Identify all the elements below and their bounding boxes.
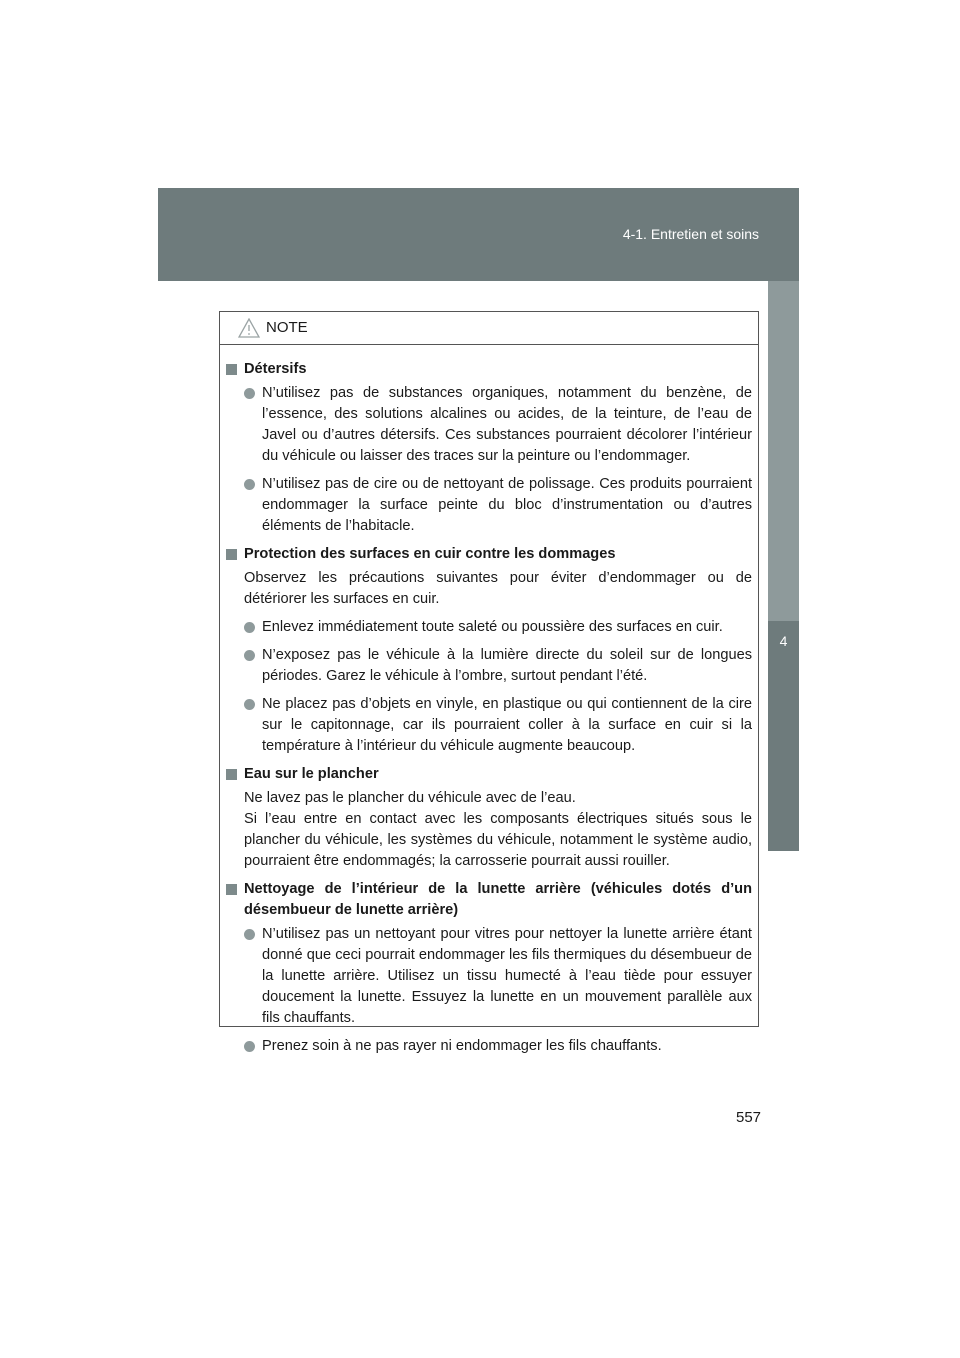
bullet-icon bbox=[244, 622, 255, 633]
chapter-number: 4 bbox=[779, 633, 788, 649]
bullet-icon bbox=[244, 699, 255, 710]
list-item: Ne placez pas d’objets en vinyle, en plastique ou qui contiennent de la cire sur le capitonnage, car ils pourraient coller à la surface en cuir si la température à l’intérieur du véhicule augmente beaucoup. bbox=[226, 694, 752, 757]
paragraph: Observez les précautions suivantes pour éviter d’endommager ou de détériorer les surfaces en cuir. bbox=[244, 570, 752, 607]
chapter-side-tab bbox=[768, 281, 799, 1052]
list-item: Prenez soin à ne pas rayer ni endommager les fils chauffants. bbox=[226, 1036, 752, 1057]
side-tab-highlight bbox=[768, 281, 799, 621]
list-item: N’utilisez pas un nettoyant pour vitres pour nettoyer la lunette arrière étant donné que ceci pourrait endommager les fils thermiques du désembueur de la lunette arrière. Utilisez un tissu humecté à l’eau tiède pour essuyer doucement la lunette. Essuyez la lunette en un mouvement parallèle aux fils chauffants. bbox=[226, 924, 752, 1029]
note-header bbox=[220, 312, 758, 345]
note-body bbox=[220, 345, 758, 1057]
chapter-label: Entretien et soins bbox=[776, 950, 792, 1052]
warning-triangle-icon bbox=[238, 318, 260, 338]
note-box bbox=[219, 311, 759, 1054]
paragraph: Ne lavez pas le plancher du véhicule avec de l’eau. bbox=[244, 790, 576, 806]
section-heading: Détersifs bbox=[226, 359, 752, 380]
bullet-icon bbox=[244, 1041, 255, 1052]
header-band bbox=[158, 188, 799, 281]
list-item: N’utilisez pas de substances organiques, notamment du benzène, de l’essence, des solutions alcalines ou acides, de la teinture, de l’eau de Javel ou d’autres détersifs. Ces substances pourraient décolorer l’intérieur du véhicule ou laisser des traces sur la peinture ou l’endommager. bbox=[226, 383, 752, 467]
section-heading: Protection des surfaces en cuir contre les dommages bbox=[226, 544, 752, 565]
bullet-icon bbox=[244, 479, 255, 490]
paragraph: Si l’eau entre en contact avec les composants électriques situés sous le plancher du véhicule, les systèmes du véhicule, notamment le système audio, pourraient être endommagés; la carrosserie pourrait aussi rouiller. bbox=[244, 811, 752, 869]
list-item: N’utilisez pas de cire ou de nettoyant de polissage. Ces produits pourraient endommager la surface peinte du bloc d’instrumentation ou d’autres éléments de l’habitacle. bbox=[226, 474, 752, 537]
section-heading: Eau sur le plancher bbox=[226, 764, 752, 785]
section-heading: Nettoyage de l’intérieur de la lunette arrière (véhicules dotés d’un désembueur de lunette arrière) bbox=[226, 879, 752, 921]
page-number: 557 bbox=[736, 1109, 762, 1126]
note-label: NOTE bbox=[266, 319, 308, 336]
section-title: 4-1. Entretien et soins bbox=[622, 226, 759, 242]
bullet-icon bbox=[244, 929, 255, 940]
list-item: Enlevez immédiatement toute saleté ou poussière des surfaces en cuir. bbox=[226, 617, 752, 638]
bullet-icon bbox=[244, 650, 255, 661]
list-item: N’exposez pas le véhicule à la lumière directe du soleil sur de longues périodes. Garez le véhicule à l’ombre, surtout pendant l’été. bbox=[226, 645, 752, 687]
bullet-icon bbox=[244, 388, 255, 399]
